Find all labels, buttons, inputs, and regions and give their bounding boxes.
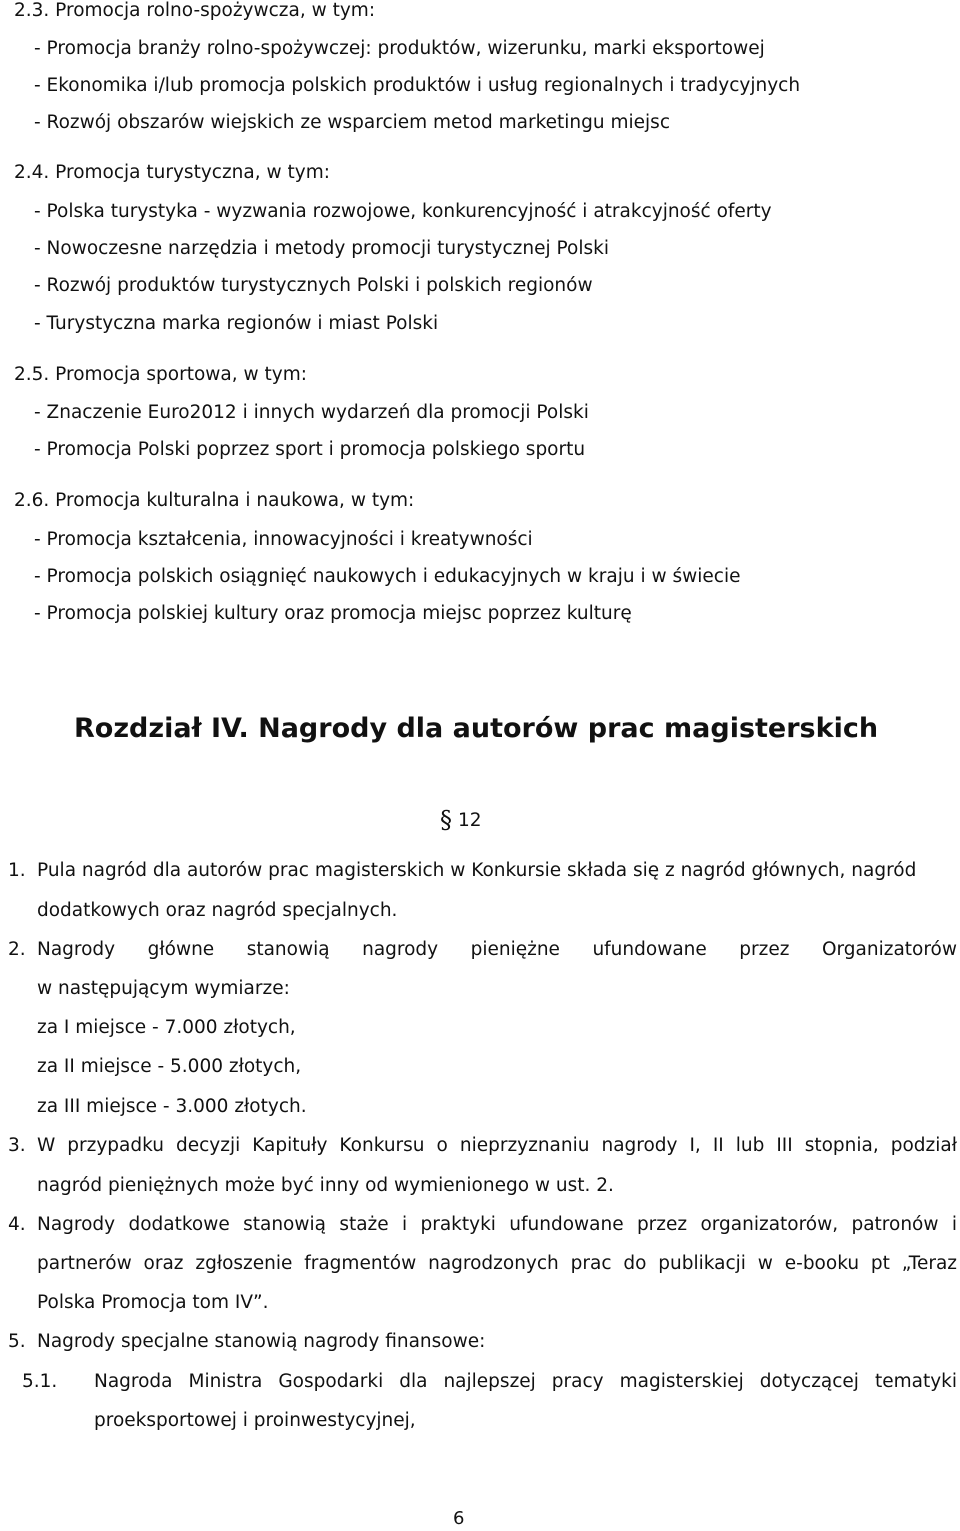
point-2-number: 2. (8, 939, 26, 960)
section-2-6-item-1: - Promocja kształcenia, innowacyjności i kreatywności (34, 529, 533, 550)
point-5-number: 5. (8, 1331, 26, 1352)
section-2-5-item-2: - Promocja Polski poprzez sport i promocja polskiego sportu (34, 439, 586, 460)
point-1-line-1: Pula nagród dla autorów prac magisterskich w Konkursie składa się z nagród głównych, nagród (37, 860, 917, 881)
point-4-line-1: Nagrody dodatkowe stanowią staże i praktyki ufundowane przez organizatorów, patronów i (37, 1214, 957, 1235)
section-2-3-heading: 2.3. Promocja rolno-spożywcza, w tym: (14, 0, 376, 21)
section-2-4-heading: 2.4. Promocja turystyczna, w tym: (14, 162, 330, 183)
point-2-line-2: w następującym wymiarze: (37, 978, 290, 999)
section-2-3-item-3: - Rozwój obszarów wiejskich ze wsparciem metod marketingu miejsc (34, 112, 670, 133)
section-2-4-item-2: - Nowoczesne narzędzia i metody promocji turystycznej Polski (34, 238, 609, 259)
section-2-4-item-4: - Turystyczna marka regionów i miast Polski (34, 313, 439, 334)
point-3-line-1: W przypadku decyzji Kapituły Konkursu o nieprzyznaniu nagrody I, II lub III stopnia, podział (37, 1135, 957, 1156)
point-5-1-line-2: proeksportowej i proinwestycyjnej, (94, 1410, 416, 1431)
section-2-6-heading: 2.6. Promocja kulturalna i naukowa, w tym: (14, 490, 415, 511)
point-2-line-1: Nagrody główne stanowią nagrody pieniężne ufundowane przez Organizatorów (37, 939, 957, 960)
point-1-number: 1. (8, 860, 26, 881)
section-2-4-item-3: - Rozwój produktów turystycznych Polski i polskich regionów (34, 275, 593, 296)
section-2-5-item-1: - Znaczenie Euro2012 i innych wydarzeń dla promocji Polski (34, 402, 589, 423)
point-4-line-3: Polska Promocja tom IV”. (37, 1292, 269, 1313)
prize-line-1: za I miejsce - 7.000 złotych, (37, 1017, 296, 1038)
section-2-5-heading: 2.5. Promocja sportowa, w tym: (14, 364, 307, 385)
paragraph-symbol: § (440, 806, 452, 834)
prize-line-2: za II miejsce - 5.000 złotych, (37, 1056, 302, 1077)
section-2-4-item-1: - Polska turystyka - wyzwania rozwojowe, konkurencyjność i atrakcyjność oferty (34, 201, 772, 222)
page-number: 6 (453, 1508, 465, 1529)
point-3-line-2: nagród pieniężnych może być inny od wymienionego w ust. 2. (37, 1175, 614, 1196)
section-2-6-item-2: - Promocja polskich osiągnięć naukowych i edukacyjnych w kraju i w świecie (34, 566, 741, 587)
point-4-number: 4. (8, 1214, 26, 1235)
prize-line-3: za III miejsce - 3.000 złotych. (37, 1096, 307, 1117)
section-2-3-item-1: - Promocja branży rolno-spożywczej: produktów, wizerunku, marki eksportowej (34, 38, 765, 59)
point-5-1-line-1: Nagroda Ministra Gospodarki dla najlepszej pracy magisterskiej dotyczącej tematyki (94, 1371, 957, 1392)
point-3-number: 3. (8, 1135, 26, 1156)
paragraph-number: 12 (458, 810, 482, 831)
section-2-6-item-3: - Promocja polskiej kultury oraz promocja miejsc poprzez kulturę (34, 603, 632, 624)
paragraph-mark (440, 808, 482, 832)
point-5-1-number: 5.1. (22, 1371, 58, 1392)
point-4-line-2: partnerów oraz zgłoszenie fragmentów nagrodzonych prac do publikacji w e-booku pt „Teraz (37, 1253, 957, 1274)
point-1-line-2: dodatkowych oraz nagród specjalnych. (37, 900, 398, 921)
section-2-3-item-2: - Ekonomika i/lub promocja polskich produktów i usług regionalnych i tradycyjnych (34, 75, 801, 96)
point-5-line-1: Nagrody specjalne stanowią nagrody finansowe: (37, 1331, 486, 1352)
chapter-title: Rozdział IV. Nagrody dla autorów prac magisterskich (74, 713, 879, 744)
